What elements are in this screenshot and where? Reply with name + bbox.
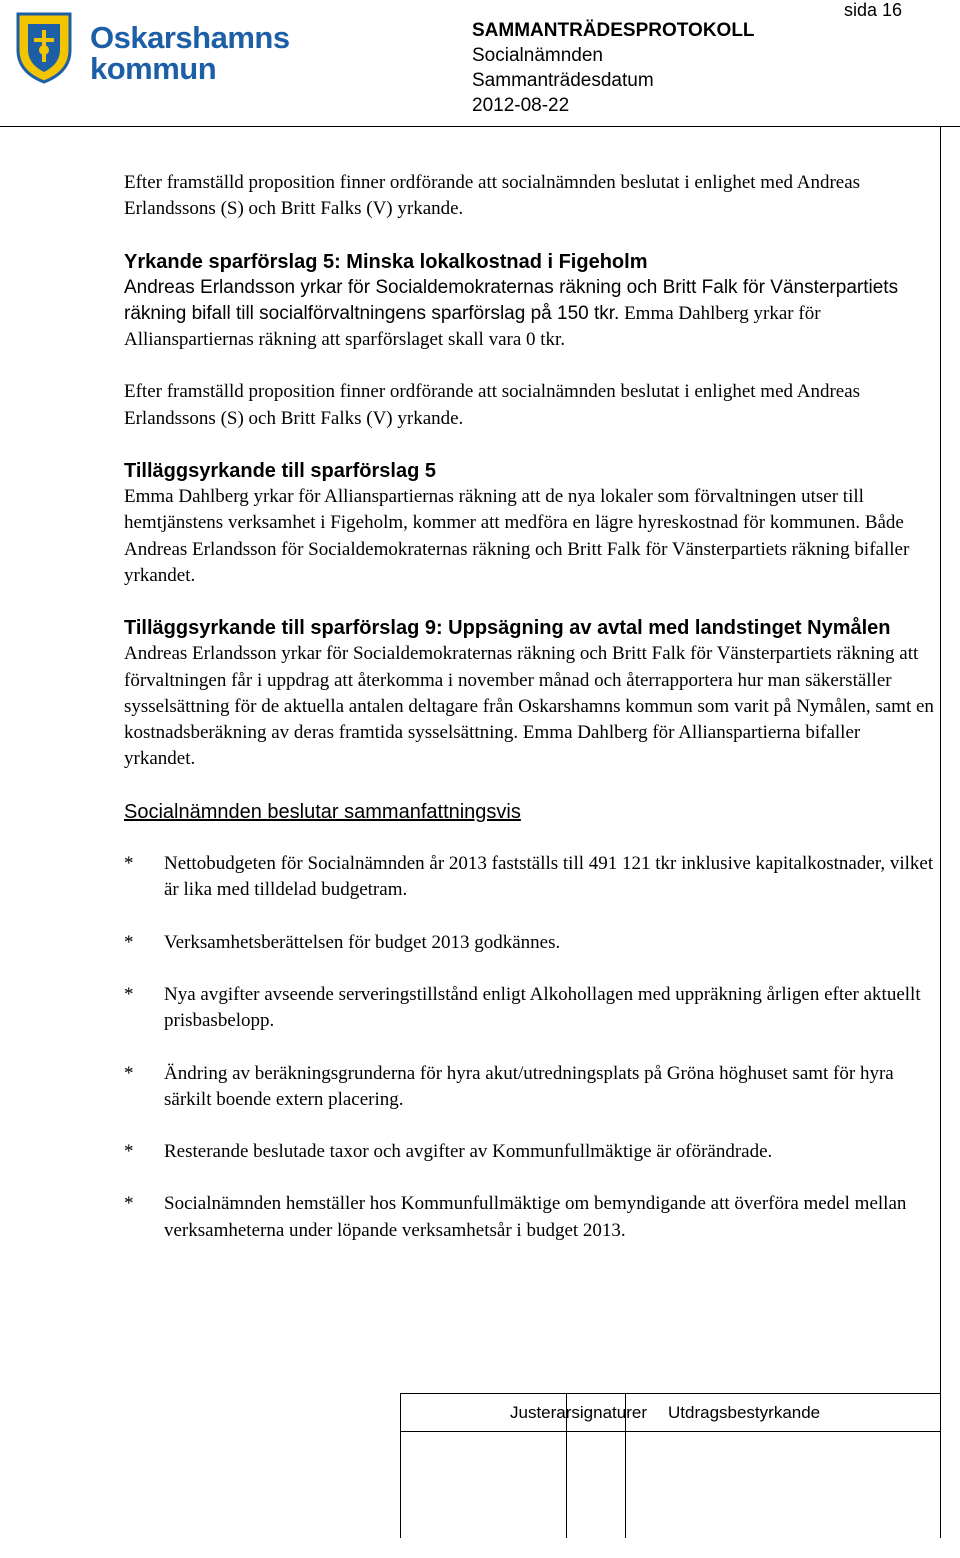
decision-item [124, 1191, 936, 1244]
decision-item [124, 1061, 936, 1114]
bullet-marker: * [124, 853, 134, 875]
paragraph-tillagg-9: Andreas Erlandsson yrkar för Socialdemokraternas räkning och Britt Falk för Vänsterpartiets räkning att förvaltningen får i uppdrag att återkomma i november månad och återrapportera hur man säkerställer sysselsättning för de aktuella antalen deltagare från Oskarshamns kommun som varit på Nymålen, samt en kostnadsberäkning av deras framtida sysselsättning. Emma Dahlberg för Allianspartierna bifaller yrkandet. [124, 643, 934, 770]
decision-text: Verksamhetsberättelsen för budget 2013 godkännes. [164, 931, 561, 953]
paragraph-yrkande-5 [124, 275, 936, 354]
logo-text [90, 22, 290, 84]
committee-name: Socialnämnden [472, 45, 603, 66]
meeting-date-label: Sammanträdesdatum [472, 70, 654, 91]
extract-label: Utdragsbestyrkande [668, 1403, 821, 1422]
heading-tillagg-9: Tilläggsyrkande till sparförslag 9: Uppsägning av avtal med landstinget Nymålen [124, 617, 891, 640]
right-margin-line [940, 126, 941, 1538]
decision-item [124, 930, 936, 956]
logo-line-2: kommun [90, 51, 217, 86]
decision-text: Ändring av beräkningsgrunderna för hyra akut/utredningsplats på Gröna höghuset samt för hyra särkilt boende extern placering. [164, 1062, 894, 1110]
page-number: sida 16 [843, 0, 902, 20]
bullet-marker: * [124, 1193, 134, 1215]
decision-text: Resterande beslutade taxor och avgifter av Kommunfullmäktige är oförändrade. [164, 1141, 773, 1163]
bullet-marker: * [124, 1141, 134, 1163]
decision-item [124, 982, 936, 1035]
heading-sparforslag-5: Yrkande sparförslag 5: Minska lokalkostnad i Figeholm [124, 250, 648, 273]
bullet-marker: * [124, 931, 134, 953]
decision-text: Nettobudgeten för Socialnämnden år 2013 fastställs till 491 121 tkr inklusive kapitalkostnader, vilket är lika med tilldelad budgetram. [164, 853, 934, 901]
heading-beslut: Socialnämnden beslutar sammanfattningsvis [124, 800, 521, 823]
decision-text: Socialnämnden hemställer hos Kommunfullmäktige om bemyndigande att överföra medel mellan verksamheterna under löpande verksamhetsår i budget 2013. [164, 1193, 907, 1241]
meeting-date: 2012-08-22 [472, 95, 570, 116]
decision-item [124, 1139, 936, 1165]
municipality-logo [14, 10, 290, 88]
bullet-marker: * [124, 983, 134, 1005]
coat-of-arms-icon [14, 10, 74, 84]
document-body [124, 170, 936, 1244]
paragraph-yrkande-5-serif: Emma Dahlberg yrkar för Allianspartiernas räkning att sparförslaget skall vara 0 tkr. [124, 302, 821, 351]
decision-item [124, 851, 936, 904]
document-title: SAMMANTRÄDESPROTOKOLL [472, 20, 755, 41]
signature-footer [400, 1393, 940, 1538]
bullet-marker: * [124, 1062, 134, 1084]
document-header [472, 18, 755, 118]
paragraph-yrkande-5-sans: Andreas Erlandsson yrkar för Socialdemokraternas räkning och Britt Falk för Vänsterpartiets räkning bifall till socialförvaltningens sparförslag på 150 tkr. [124, 276, 899, 324]
paragraph-tillagg-5: Emma Dahlberg yrkar för Allianspartiernas räkning att de nya lokaler som förvaltningen utser till hemtjänstens verksamhet i Figeholm, kommer att medföra en lägre hyreskostnad för kommunen. Både Andreas Erlandsson för Socialdemokraternas räkning och Britt Falk för Vänsterpartiets räkning bifaller yrkandet. [124, 486, 910, 586]
logo-line-1: Oskarshamns [90, 20, 290, 55]
decision-text: Nya avgifter avseende serveringstillstånd enligt Alkohollagen med uppräkning årligen efter aktuellt prisbasbelopp. [164, 983, 921, 1032]
paragraph-proposition-1: Efter framställd proposition finner ordförande att socialnämnden beslutat i enlighet med Andreas Erlandssons (S) och Britt Falks (V) yrkande. [124, 172, 861, 220]
heading-tillagg-5: Tilläggsyrkande till sparförslag 5 [124, 460, 436, 483]
signers-label: Justerarsignaturer [510, 1403, 648, 1422]
decision-list [124, 851, 936, 1244]
paragraph-proposition-2: Efter framställd proposition finner ordförande att socialnämnden beslutat i enlighet med Andreas Erlandssons (S) och Britt Falks (V) yrkande. [124, 381, 861, 429]
header-divider [0, 126, 960, 127]
